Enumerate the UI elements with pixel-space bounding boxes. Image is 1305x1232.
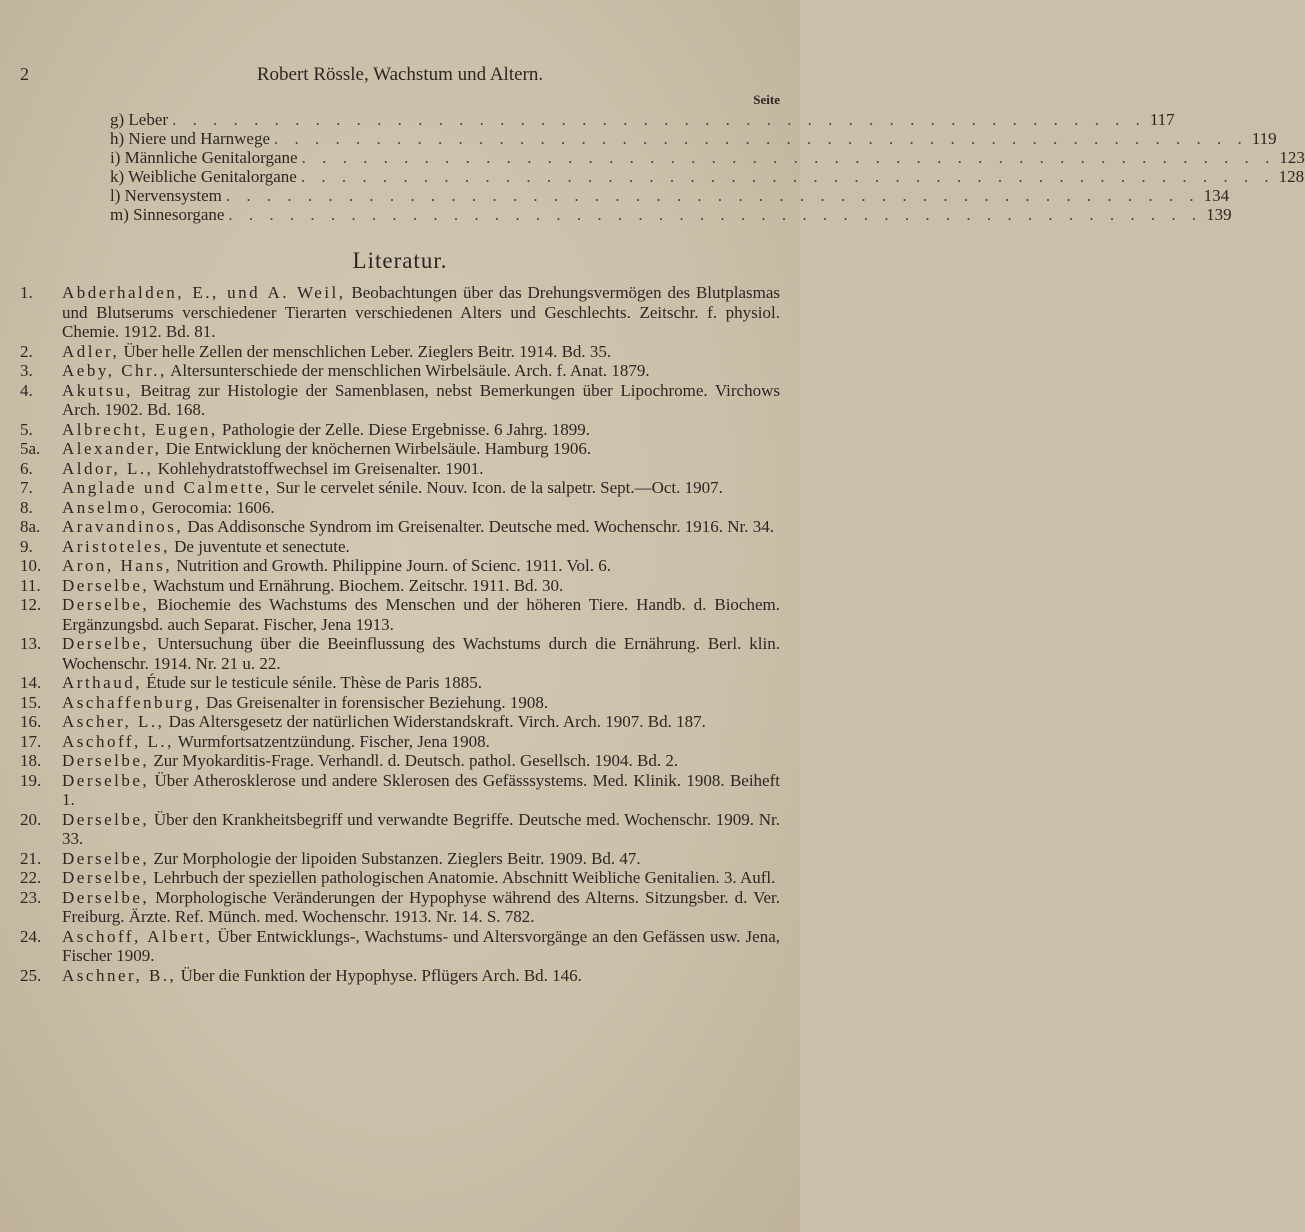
toc-entry (110, 167, 1305, 186)
reference-body (62, 810, 780, 849)
reference-number: 21. (20, 848, 42, 868)
reference-entry (20, 381, 780, 420)
toc-leader-dots: . . . . . . . . . . . . . . . . . . . . . . . . . . . . . . . . . . . . . . . . . . . . . . . . (225, 186, 1200, 205)
reference-number: 23. (20, 887, 42, 907)
reference-number: 1. (20, 283, 33, 302)
reference-author: Aschaffenburg, (62, 692, 202, 712)
toc-page-column-label: Seite (753, 92, 780, 107)
reference-number: 8a. (20, 517, 41, 536)
reference-number: 16. (20, 712, 42, 731)
reference-number: 19. (20, 770, 42, 790)
reference-author: Aristoteles, (62, 536, 170, 556)
reference-text: Beobachtungen über das Drehungsvermögen des Blutplasmas und Blutserums verschiedener Tierarten verschiedenen Alters und Geschlechts. Zeitschr. f. physiol. Chemie. 1912. Bd. 81. (62, 283, 781, 341)
reference-list (20, 283, 780, 985)
toc-entry-label: k) Weibliche Genitalorgane (110, 167, 297, 186)
toc-leader-dots: . . . . . . . . . . . . . . . . . . . . . . . . . . . . . . . . . . . . . . . . . . . . . . . . (274, 129, 1248, 148)
reference-author: Derselbe, (62, 809, 150, 829)
reference-body (62, 283, 780, 342)
reference-author: Adler, (62, 341, 120, 361)
reference-author: Derselbe, (62, 868, 150, 887)
reference-text: Die Entwicklung der knöchernen Wirbelsäule. Hamburg 1906. (161, 439, 592, 458)
reference-body (62, 498, 780, 518)
reference-author: Aschoff, L., (62, 731, 174, 751)
reference-author: Abderhalden, E., und A. Weil, (62, 283, 346, 302)
reference-author: Anselmo, (62, 497, 148, 517)
toc-entry (110, 186, 1230, 205)
reference-body (62, 342, 780, 362)
reference-body (62, 673, 780, 693)
reference-entry (20, 342, 780, 362)
reference-text: Über Atherosklerose und andere Sklerosen des Gefässsystems. Med. Klinik. 1908. Beiheft 1. (62, 770, 780, 809)
toc-entry-page: 117 (1149, 110, 1175, 129)
reference-body (62, 693, 780, 713)
reference-body (62, 849, 780, 869)
reference-body (62, 361, 780, 381)
reference-entry (20, 888, 780, 927)
reference-body (62, 732, 780, 752)
reference-body (62, 556, 780, 576)
toc-entry (110, 110, 1175, 129)
reference-text: Zur Morphologie der lipoiden Substanzen. Zieglers Beitr. 1909. Bd. 47. (149, 848, 641, 868)
page-header (20, 64, 780, 88)
reference-number: 24. (20, 926, 42, 946)
toc-entry-label: i) Männliche Genitalorgane (110, 148, 298, 167)
reference-entry (20, 556, 780, 576)
reference-body (62, 634, 780, 673)
toc-entry (110, 148, 1305, 167)
reference-entry (20, 751, 780, 771)
reference-body (62, 459, 780, 479)
reference-author: Aron, Hans, (62, 556, 173, 575)
reference-entry (20, 732, 780, 752)
reference-entry (20, 537, 780, 557)
reference-entry (20, 771, 780, 810)
reference-author: Derselbe, (62, 770, 150, 790)
reference-body (62, 712, 780, 732)
reference-author: Arthaud, (62, 673, 142, 692)
section-title: Literatur. (352, 248, 448, 273)
reference-text: Gerocomia: 1606. (147, 497, 275, 517)
reference-text: Pathologie der Zelle. Diese Ergebnisse. 6 Jahrg. 1899. (217, 419, 591, 439)
reference-entry (20, 712, 780, 732)
reference-text: De juventute et senectute. (169, 536, 350, 556)
reference-number: 6. (20, 458, 33, 478)
toc-leader-dots: . . . . . . . . . . . . . . . . . . . . . . . . . . . . . . . . . . . . . . . . . . . . . . . . (300, 167, 1275, 186)
reference-entry (20, 420, 780, 440)
table-of-contents (110, 92, 1305, 224)
reference-body (62, 927, 780, 966)
reference-number: 7. (20, 478, 33, 497)
reference-author: Albrecht, Eugen, (62, 419, 218, 439)
reference-text: Altersunterschiede der menschlichen Wirbelsäule. Arch. f. Anat. 1879. (166, 361, 650, 380)
reference-text: Lehrbuch der speziellen pathologischen Anatomie. Abschnitt Weibliche Genitalien. 3. Aufl. (149, 868, 776, 887)
reference-text: Wachstum und Ernährung. Biochem. Zeitschr. 1911. Bd. 30. (149, 575, 564, 595)
reference-author: Anglade und Calmette, (62, 478, 272, 497)
toc-entry-label: m) Sinnesorgane (110, 205, 225, 224)
reference-number: 5a. (20, 439, 41, 458)
reference-body (62, 537, 780, 557)
reference-text: Über Entwicklungs-, Wachstums- und Altersvorgänge an den Gefässen usw. Jena, Fischer 1909. (62, 926, 780, 965)
reference-number: 25. (20, 965, 42, 985)
reference-author: Aschoff, Albert, (62, 926, 213, 946)
reference-text: Wurmfortsatzentzündung. Fischer, Jena 1908. (173, 731, 490, 751)
reference-author: Aravandinos, (62, 517, 184, 536)
toc-entry (110, 129, 1277, 148)
reference-author: Derselbe, (62, 848, 150, 868)
reference-number: 20. (20, 809, 42, 829)
reference-text: Das Addisonsche Syndrom im Greisenalter. Deutsche med. Wochenschr. 1916. Nr. 34. (183, 517, 774, 536)
reference-number: 12. (20, 595, 42, 614)
reference-body (62, 888, 780, 927)
toc-entry-page: 119 (1251, 129, 1277, 148)
reference-entry (20, 673, 780, 693)
running-title: Robert Rössle, Wachstum und Altern. (256, 64, 544, 85)
reference-body (62, 966, 780, 986)
toc-leader-dots: . . . . . . . . . . . . . . . . . . . . . . . . . . . . . . . . . . . . . . . . . . . . . . . . (172, 110, 1146, 129)
reference-number: 2. (20, 341, 33, 361)
reference-entry (20, 810, 780, 849)
reference-author: Alexander, (62, 439, 162, 458)
reference-number: 10. (20, 556, 42, 575)
reference-author: Derselbe, (62, 887, 150, 907)
reference-entry (20, 439, 780, 459)
reference-text: Nutrition and Growth. Philippine Journ. of Scienc. 1911. Vol. 6. (172, 556, 611, 575)
toc-entry-page: 134 (1203, 186, 1230, 205)
reference-entry (20, 693, 780, 713)
reference-body (62, 478, 780, 498)
reference-number: 5. (20, 419, 33, 439)
reference-text: Das Greisenalter in forensischer Beziehung. 1908. (201, 692, 549, 712)
toc-entry-page: 128 (1278, 167, 1305, 186)
reference-number: 11. (20, 575, 41, 595)
reference-entry (20, 283, 780, 342)
reference-text: Über helle Zellen der menschlichen Leber. Zieglers Beitr. 1914. Bd. 35. (119, 341, 612, 361)
reference-author: Derselbe, (62, 634, 150, 653)
reference-number: 9. (20, 536, 33, 556)
reference-text: Zur Myokarditis-Frage. Verhandl. d. Deutsch. pathol. Gesellsch. 1904. Bd. 2. (149, 751, 679, 770)
reference-body (62, 595, 780, 634)
toc-entry-label: g) Leber (110, 110, 169, 129)
reference-text: Das Altersgesetz der natürlichen Widerstandskraft. Virch. Arch. 1907. Bd. 187. (164, 712, 706, 731)
reference-body (62, 576, 780, 596)
reference-entry (20, 576, 780, 596)
toc-entry-page: 123 (1279, 148, 1305, 167)
reference-author: Derselbe, (62, 575, 150, 595)
reference-entry (20, 595, 780, 634)
reference-entry (20, 927, 780, 966)
reference-number: 15. (20, 692, 42, 712)
reference-author: Derselbe, (62, 751, 150, 770)
reference-body (62, 751, 780, 771)
reference-number: 8. (20, 497, 33, 517)
reference-entry (20, 966, 780, 986)
reference-entry (20, 498, 780, 518)
reference-text: Kohlehydratstoffwechsel im Greisenalter. 1901. (153, 458, 484, 478)
reference-author: Ascher, L., (62, 712, 165, 731)
reference-author: Aeby, Chr., (62, 361, 167, 380)
toc-entry-label: h) Niere und Harnwege (110, 129, 271, 148)
reference-number: 14. (20, 673, 42, 692)
reference-body (62, 381, 780, 420)
reference-number: 18. (20, 751, 42, 770)
reference-body (62, 517, 780, 537)
reference-text: Morphologische Veränderungen der Hypophyse während des Alterns. Sitzungsber. d. Ver. Freiburg. Ärzte. Ref. Münch. med. Wochenschr. 1913. Nr. 14. S. 782. (62, 887, 780, 926)
reference-text: Sur le cervelet sénile. Nouv. Icon. de la salpetr. Sept.—Oct. 1907. (271, 478, 723, 497)
reference-body (62, 771, 780, 810)
toc-entry-page: 139 (1206, 205, 1232, 224)
reference-author: Aschner, B., (62, 965, 177, 985)
reference-author: Akutsu, (62, 380, 133, 400)
reference-text: Untersuchung über die Beeinflussung des Wachstums durch die Ernährung. Berl. klin. Wochenschr. 1914. Nr. 21 u. 22. (62, 634, 780, 673)
reference-entry (20, 868, 780, 888)
reference-author: Derselbe, (62, 595, 150, 614)
reference-number: 22. (20, 868, 42, 887)
reference-text: Étude sur le testicule sénile. Thèse de Paris 1885. (141, 673, 483, 692)
reference-entry (20, 517, 780, 537)
reference-entry (20, 849, 780, 869)
toc-entry-label: l) Nervensystem (110, 186, 222, 205)
reference-number: 17. (20, 731, 42, 751)
reference-number: 13. (20, 634, 42, 653)
reference-entry (20, 459, 780, 479)
reference-entry (20, 478, 780, 498)
reference-body (62, 420, 780, 440)
reference-body (62, 439, 780, 459)
page-number: 2 (20, 64, 29, 84)
reference-body (62, 868, 780, 888)
reference-text: Beitrag zur Histologie der Samenblasen, nebst Bemerkungen über Lipochrome. Virchows Arch. 1902. Bd. 168. (62, 380, 780, 419)
reference-text: Über den Krankheitsbegriff und verwandte Begriffe. Deutsche med. Wochenschr. 1909. Nr. 33. (62, 809, 780, 848)
reference-entry (20, 361, 780, 381)
toc-entry (110, 205, 1232, 224)
reference-text: Über die Funktion der Hypophyse. Pflügers Arch. Bd. 146. (176, 965, 582, 985)
reference-number: 3. (20, 361, 33, 380)
reference-text: Biochemie des Wachstums des Menschen und der höheren Tiere. Handb. d. Biochem. Ergänzungsbd. auch Separat. Fischer, Jena 1913. (62, 595, 780, 634)
toc-leader-dots: . . . . . . . . . . . . . . . . . . . . . . . . . . . . . . . . . . . . . . . . . . . . . . . . (301, 148, 1276, 167)
reference-author: Aldor, L., (62, 458, 154, 478)
reference-number: 4. (20, 380, 33, 400)
reference-entry (20, 634, 780, 673)
toc-leader-dots: . . . . . . . . . . . . . . . . . . . . . . . . . . . . . . . . . . . . . . . . . . . . . . . . (228, 205, 1203, 224)
